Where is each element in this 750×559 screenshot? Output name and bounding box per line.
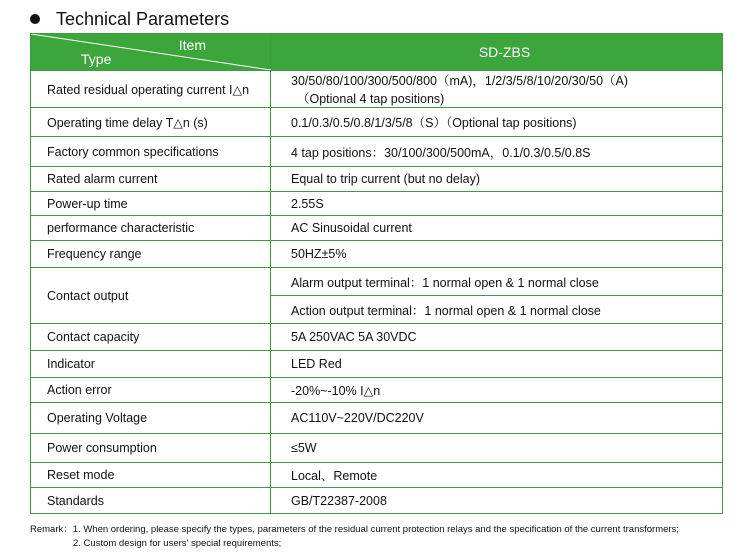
table-row — [31, 192, 723, 216]
table-row — [31, 488, 723, 514]
table-row — [31, 324, 723, 351]
row-label: performance characteristic — [31, 216, 271, 241]
row-value: 4 tap positions：30/100/300/500mA，0.1/0.3/0.5/0.8S — [271, 137, 723, 167]
row-value: GB/T22387-2008 — [271, 488, 723, 514]
row-label: Power-up time — [31, 192, 271, 216]
table-row — [31, 434, 723, 463]
row-value — [271, 71, 723, 108]
table-row — [31, 71, 723, 108]
table-row — [31, 108, 723, 137]
table-row — [31, 241, 723, 268]
row-label: Factory common specifications — [31, 137, 271, 167]
row-label: Reset mode — [31, 463, 271, 488]
row-label: Rated residual operating current I△n — [31, 71, 271, 108]
row-label: Power consumption — [31, 434, 271, 463]
row-label: Standards — [31, 488, 271, 514]
row-value: LED Red — [271, 351, 723, 378]
row-value-line2: （Optional 4 tap positions) — [297, 92, 445, 106]
header-model: SD-ZBS — [271, 34, 723, 71]
row-value: AC110V~220V/DC220V — [271, 403, 723, 434]
header-type-label: Type — [81, 51, 112, 67]
table-header-row — [31, 34, 723, 71]
remark-line-2: 2. Custom design for users' special requirements; — [73, 538, 282, 549]
section-heading — [30, 7, 229, 31]
row-value: Equal to trip current (but no delay) — [271, 167, 723, 192]
header-diagonal-cell — [31, 34, 271, 71]
table-row — [31, 167, 723, 192]
table-row — [31, 403, 723, 434]
row-value: Action output terminal：1 normal open & 1 normal close — [271, 296, 723, 324]
row-value: AC Sinusoidal current — [271, 216, 723, 241]
row-value: -20%~-10% I△n — [271, 378, 723, 403]
section-title: Technical Parameters — [56, 8, 230, 29]
remark-notes — [30, 523, 679, 551]
table-row — [31, 463, 723, 488]
header-item-label: Item — [178, 37, 206, 53]
row-label: Operating Voltage — [31, 403, 271, 434]
row-label: Operating time delay T△n (s) — [31, 108, 271, 137]
remark-line-1: Remark：1. When ordering, please specify the types, parameters of the residual current protection relays and the specification of the current transformers; — [30, 524, 679, 535]
row-label: Indicator — [31, 351, 271, 378]
table-row — [31, 268, 723, 296]
parameters-table — [30, 33, 723, 514]
row-value: 2.55S — [271, 192, 723, 216]
row-value: 0.1/0.3/0.5/0.8/1/3/5/8（S）（Optional tap positions) — [271, 108, 723, 137]
table-row — [31, 378, 723, 403]
bullet-icon — [30, 14, 40, 24]
row-value: Local、Remote — [271, 463, 723, 488]
row-value-line1: 30/50/80/100/300/500/800（mA)，1/2/3/5/8/10/20/30/50（A) — [291, 74, 629, 88]
row-label: Contact capacity — [31, 324, 271, 351]
table-row — [31, 216, 723, 241]
row-label: Rated alarm current — [31, 167, 271, 192]
row-value: Alarm output terminal：1 normal open & 1 normal close — [271, 268, 723, 296]
row-label: Contact output — [31, 268, 271, 324]
diagonal-divider-icon — [31, 34, 271, 70]
row-value: 50HZ±5% — [271, 241, 723, 268]
row-label: Action error — [31, 378, 271, 403]
table-row — [31, 137, 723, 167]
row-label: Frequency range — [31, 241, 271, 268]
row-value: 5A 250VAC 5A 30VDC — [271, 324, 723, 351]
row-value: ≤5W — [271, 434, 723, 463]
table-row — [31, 351, 723, 378]
